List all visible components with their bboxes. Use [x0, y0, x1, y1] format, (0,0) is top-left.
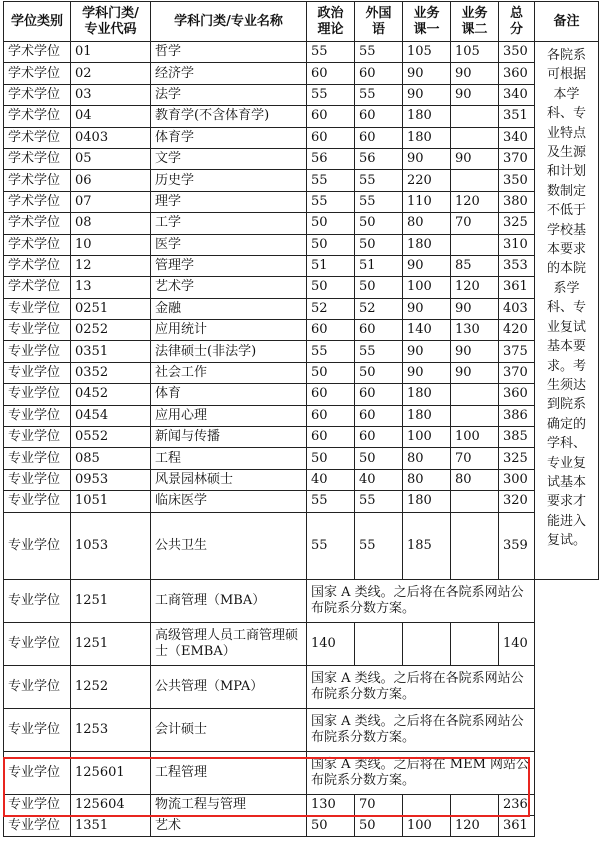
- course-one-score-cell: 105: [403, 42, 451, 63]
- course-two-score-cell: 90: [451, 298, 499, 319]
- total-score-cell: 380: [499, 191, 535, 212]
- total-score-cell: 340: [499, 127, 535, 148]
- language-score-cell: 50: [355, 234, 403, 255]
- table-row: [4, 298, 599, 319]
- col-header-code: 学科门类/ 专业代码: [71, 2, 151, 42]
- language-score-cell: 52: [355, 298, 403, 319]
- name-cell: 文学: [151, 148, 307, 169]
- total-score-cell: 310: [499, 234, 535, 255]
- total-score-cell: 320: [499, 491, 535, 512]
- table-row: [4, 148, 599, 169]
- name-cell: 新闻与传播: [151, 427, 307, 448]
- col-header-notes: 备注: [535, 2, 599, 42]
- name-cell: 体育: [151, 384, 307, 405]
- degree-type-cell: 专业学位: [4, 341, 71, 362]
- politics-score-cell: 60: [307, 405, 355, 426]
- table-row: [4, 405, 599, 426]
- table-row: [4, 815, 599, 836]
- course-two-score-cell: [451, 127, 499, 148]
- politics-score-cell: 50: [307, 234, 355, 255]
- note-line: 科、专: [546, 106, 586, 122]
- degree-type-cell: 专业学位: [4, 512, 71, 579]
- course-two-score-cell: 80: [451, 469, 499, 490]
- language-score-cell: 60: [355, 405, 403, 426]
- politics-score-cell: 130: [307, 794, 355, 815]
- degree-type-cell: 专业学位: [4, 298, 71, 319]
- course-one-score-cell: 185: [403, 512, 451, 579]
- course-two-score-cell: 90: [451, 341, 499, 362]
- course-one-score-cell: 90: [403, 63, 451, 84]
- table-row: [4, 708, 599, 751]
- name-cell: 社会工作: [151, 362, 307, 383]
- col-header-degree-type: 学位类别: [4, 2, 71, 42]
- notes-cell: [535, 42, 599, 580]
- language-score-cell: 50: [355, 362, 403, 383]
- politics-score-cell: 55: [307, 341, 355, 362]
- degree-type-cell: 专业学位: [4, 427, 71, 448]
- degree-type-cell: 专业学位: [4, 708, 71, 751]
- course-one-score-cell: [403, 622, 451, 665]
- course-two-score-cell: 70: [451, 213, 499, 234]
- degree-type-cell: 专业学位: [4, 384, 71, 405]
- course-one-score-cell: 90: [403, 255, 451, 276]
- language-score-cell: 56: [355, 148, 403, 169]
- merged-note-cell: 国家 A 类线。之后将在各院系网站公布院系分数方案。: [307, 665, 535, 708]
- course-one-score-cell: 90: [403, 84, 451, 105]
- degree-type-cell: 学术学位: [4, 213, 71, 234]
- degree-type-cell: 学术学位: [4, 42, 71, 63]
- total-score-cell: 325: [499, 448, 535, 469]
- code-cell: 0454: [71, 405, 151, 426]
- total-score-cell: 353: [499, 255, 535, 276]
- degree-type-cell: 学术学位: [4, 106, 71, 127]
- name-cell: 历史学: [151, 170, 307, 191]
- col-header-course-two: 业务 课二: [451, 2, 499, 42]
- note-line: 业特点: [546, 125, 586, 141]
- col-header-total: 总 分: [499, 2, 535, 42]
- language-score-cell: 55: [355, 341, 403, 362]
- table-row: [4, 277, 599, 298]
- note-line: 生须达: [546, 377, 586, 393]
- politics-score-cell: 60: [307, 106, 355, 127]
- language-score-cell: 51: [355, 255, 403, 276]
- total-score-cell: 370: [499, 362, 535, 383]
- total-score-cell: 420: [499, 320, 535, 341]
- degree-type-cell: 专业学位: [4, 448, 71, 469]
- note-line: 业复试: [546, 319, 586, 335]
- code-cell: 1251: [71, 579, 151, 622]
- note-line: 不低于: [546, 203, 586, 219]
- language-score-cell: 70: [355, 794, 403, 815]
- total-score-cell: 361: [499, 277, 535, 298]
- name-cell: 工学: [151, 213, 307, 234]
- note-line: 复试。: [546, 533, 586, 549]
- note-line: 可根据: [546, 67, 586, 83]
- name-cell: 物流工程与管理: [151, 794, 307, 815]
- course-two-score-cell: 130: [451, 320, 499, 341]
- language-score-cell: 60: [355, 127, 403, 148]
- name-cell: 公共卫生: [151, 512, 307, 579]
- course-two-score-cell: 90: [451, 362, 499, 383]
- name-cell: 工程: [151, 448, 307, 469]
- table-row: [4, 469, 599, 490]
- table-row: [4, 665, 599, 708]
- course-one-score-cell: 180: [403, 405, 451, 426]
- merged-note-cell: 国家 A 类线。之后将在 MEM 网站公布院系分数方案。: [307, 751, 535, 794]
- course-one-score-cell: 180: [403, 127, 451, 148]
- politics-score-cell: 50: [307, 213, 355, 234]
- code-cell: 1051: [71, 491, 151, 512]
- name-cell: 体育学: [151, 127, 307, 148]
- course-one-score-cell: 90: [403, 148, 451, 169]
- language-score-cell: 50: [355, 213, 403, 234]
- table-row: [4, 491, 599, 512]
- note-line: 学校基: [546, 222, 586, 238]
- name-cell: 哲学: [151, 42, 307, 63]
- col-header-course-one: 业务 课一: [403, 2, 451, 42]
- politics-score-cell: 60: [307, 320, 355, 341]
- note-line: 系学: [553, 280, 580, 296]
- degree-type-cell: 学术学位: [4, 63, 71, 84]
- code-cell: 01: [71, 42, 151, 63]
- code-cell: 05: [71, 148, 151, 169]
- code-cell: 10: [71, 234, 151, 255]
- course-two-score-cell: 120: [451, 815, 499, 836]
- course-one-score-cell: 180: [403, 491, 451, 512]
- name-cell: 工程管理: [151, 751, 307, 794]
- course-two-score-cell: [451, 234, 499, 255]
- total-score-cell: 385: [499, 427, 535, 448]
- name-cell: 艺术学: [151, 277, 307, 298]
- code-cell: 02: [71, 63, 151, 84]
- total-score-cell: 360: [499, 384, 535, 405]
- note-line: 数制定: [546, 183, 586, 199]
- language-score-cell: 50: [355, 277, 403, 298]
- col-header-politics: 政治 理论: [307, 2, 355, 42]
- table-row: [4, 320, 599, 341]
- table-row: [4, 579, 599, 622]
- course-one-score-cell: 180: [403, 106, 451, 127]
- total-score-cell: 350: [499, 42, 535, 63]
- course-two-score-cell: [451, 170, 499, 191]
- note-line: 和计划: [546, 164, 586, 180]
- note-line: 科、专: [546, 300, 586, 316]
- table-row: [4, 794, 599, 815]
- name-cell: 临床医学: [151, 491, 307, 512]
- code-cell: 1252: [71, 665, 151, 708]
- table-row: [4, 63, 599, 84]
- course-two-score-cell: 90: [451, 148, 499, 169]
- language-score-cell: 55: [355, 42, 403, 63]
- table-row: [4, 42, 599, 63]
- degree-type-cell: 学术学位: [4, 84, 71, 105]
- name-cell: 会计硕士: [151, 708, 307, 751]
- table-row: [4, 427, 599, 448]
- total-score-cell: 370: [499, 148, 535, 169]
- note-line: 求。考: [546, 358, 586, 374]
- degree-type-cell: 学术学位: [4, 191, 71, 212]
- politics-score-cell: 50: [307, 277, 355, 298]
- politics-score-cell: 55: [307, 42, 355, 63]
- language-score-cell: 60: [355, 63, 403, 84]
- course-one-score-cell: 110: [403, 191, 451, 212]
- note-line: 基本要: [546, 339, 586, 355]
- course-two-score-cell: [451, 512, 499, 579]
- name-cell: 风景园林硕士: [151, 469, 307, 490]
- code-cell: 13: [71, 277, 151, 298]
- degree-type-cell: 专业学位: [4, 320, 71, 341]
- course-two-score-cell: 120: [451, 277, 499, 298]
- degree-type-cell: 学术学位: [4, 148, 71, 169]
- course-two-score-cell: 85: [451, 255, 499, 276]
- table-row: [4, 106, 599, 127]
- language-score-cell: 50: [355, 448, 403, 469]
- course-two-score-cell: [451, 384, 499, 405]
- course-two-score-cell: 70: [451, 448, 499, 469]
- note-line: 专业复: [546, 455, 586, 471]
- note-line: 各院系: [546, 48, 586, 63]
- language-score-cell: [355, 622, 403, 665]
- score-table: [3, 1, 599, 837]
- course-one-score-cell: 80: [403, 469, 451, 490]
- course-two-score-cell: 105: [451, 42, 499, 63]
- course-two-score-cell: [451, 622, 499, 665]
- notes-empty-cell: [535, 579, 599, 837]
- name-cell: 理学: [151, 191, 307, 212]
- politics-score-cell: 56: [307, 148, 355, 169]
- language-score-cell: 60: [355, 320, 403, 341]
- politics-score-cell: 60: [307, 384, 355, 405]
- table-row: [4, 84, 599, 105]
- note-line: 本要求: [546, 242, 586, 258]
- table-row: [4, 191, 599, 212]
- politics-score-cell: 55: [307, 170, 355, 191]
- code-cell: 12: [71, 255, 151, 276]
- note-line: 确定的: [546, 416, 586, 432]
- course-one-score-cell: 220: [403, 170, 451, 191]
- degree-type-cell: 学术学位: [4, 170, 71, 191]
- course-two-score-cell: 90: [451, 63, 499, 84]
- code-cell: 07: [71, 191, 151, 212]
- name-cell: 工商管理（MBA）: [151, 579, 307, 622]
- language-score-cell: 60: [355, 384, 403, 405]
- degree-type-cell: 专业学位: [4, 491, 71, 512]
- politics-score-cell: 52: [307, 298, 355, 319]
- degree-type-cell: 学术学位: [4, 277, 71, 298]
- degree-type-cell: 专业学位: [4, 579, 71, 622]
- degree-type-cell: 专业学位: [4, 794, 71, 815]
- degree-type-cell: 专业学位: [4, 362, 71, 383]
- course-one-score-cell: 80: [403, 448, 451, 469]
- table-row: [4, 341, 599, 362]
- politics-score-cell: 55: [307, 491, 355, 512]
- code-cell: 04: [71, 106, 151, 127]
- name-cell: 金融: [151, 298, 307, 319]
- code-cell: 08: [71, 213, 151, 234]
- name-cell: 经济学: [151, 63, 307, 84]
- total-score-cell: 236: [499, 794, 535, 815]
- note-line: 的本院: [546, 261, 586, 277]
- total-score-cell: 300: [499, 469, 535, 490]
- total-score-cell: 386: [499, 405, 535, 426]
- code-cell: 0352: [71, 362, 151, 383]
- name-cell: 公共管理（MPA）: [151, 665, 307, 708]
- language-score-cell: 60: [355, 427, 403, 448]
- total-score-cell: 340: [499, 84, 535, 105]
- total-score-cell: 350: [499, 170, 535, 191]
- course-two-score-cell: [451, 106, 499, 127]
- degree-type-cell: 专业学位: [4, 622, 71, 665]
- language-score-cell: 50: [355, 815, 403, 836]
- name-cell: 法律硕士(非法学): [151, 341, 307, 362]
- degree-type-cell: 专业学位: [4, 469, 71, 490]
- course-one-score-cell: 100: [403, 427, 451, 448]
- table-row: [4, 213, 599, 234]
- code-cell: 0552: [71, 427, 151, 448]
- table-row: [4, 512, 599, 579]
- politics-score-cell: 40: [307, 469, 355, 490]
- name-cell: 法学: [151, 84, 307, 105]
- merged-note-cell: 国家 A 类线。之后将在各院系网站公布院系分数方案。: [307, 579, 535, 622]
- politics-score-cell: 50: [307, 448, 355, 469]
- total-score-cell: 351: [499, 106, 535, 127]
- course-one-score-cell: 100: [403, 277, 451, 298]
- course-one-score-cell: 90: [403, 362, 451, 383]
- header-row: [4, 2, 599, 42]
- course-one-score-cell: 90: [403, 341, 451, 362]
- code-cell: 125604: [71, 794, 151, 815]
- politics-score-cell: 60: [307, 63, 355, 84]
- course-two-score-cell: 100: [451, 427, 499, 448]
- name-cell: 教育学(不含体育学): [151, 106, 307, 127]
- note-line: 到院系: [546, 397, 586, 413]
- language-score-cell: 55: [355, 491, 403, 512]
- code-cell: 1053: [71, 512, 151, 579]
- course-two-score-cell: [451, 405, 499, 426]
- degree-type-cell: 专业学位: [4, 815, 71, 836]
- code-cell: 0351: [71, 341, 151, 362]
- name-cell: 应用统计: [151, 320, 307, 341]
- degree-type-cell: 专业学位: [4, 665, 71, 708]
- course-two-score-cell: [451, 491, 499, 512]
- total-score-cell: 359: [499, 512, 535, 579]
- language-score-cell: 55: [355, 170, 403, 191]
- code-cell: 085: [71, 448, 151, 469]
- politics-score-cell: 60: [307, 127, 355, 148]
- total-score-cell: 375: [499, 341, 535, 362]
- table-row: [4, 170, 599, 191]
- name-cell: 应用心理: [151, 405, 307, 426]
- politics-score-cell: 50: [307, 362, 355, 383]
- total-score-cell: 140: [499, 622, 535, 665]
- course-one-score-cell: 140: [403, 320, 451, 341]
- name-cell: 艺术: [151, 815, 307, 836]
- language-score-cell: 55: [355, 84, 403, 105]
- code-cell: 0251: [71, 298, 151, 319]
- course-two-score-cell: 90: [451, 84, 499, 105]
- name-cell: 高级管理人员工商管理硕士（EMBA）: [151, 622, 307, 665]
- table-row: [4, 255, 599, 276]
- language-score-cell: 40: [355, 469, 403, 490]
- politics-score-cell: 60: [307, 427, 355, 448]
- table-row: [4, 362, 599, 383]
- degree-type-cell: 学术学位: [4, 255, 71, 276]
- name-cell: 管理学: [151, 255, 307, 276]
- politics-score-cell: 55: [307, 512, 355, 579]
- politics-score-cell: 140: [307, 622, 355, 665]
- course-two-score-cell: 120: [451, 191, 499, 212]
- code-cell: 0452: [71, 384, 151, 405]
- course-two-score-cell: [451, 794, 499, 815]
- code-cell: 06: [71, 170, 151, 191]
- col-header-language: 外国 语: [355, 2, 403, 42]
- politics-score-cell: 51: [307, 255, 355, 276]
- note-line: 学科、: [546, 436, 586, 452]
- language-score-cell: 60: [355, 106, 403, 127]
- table-row: [4, 127, 599, 148]
- degree-type-cell: 专业学位: [4, 405, 71, 426]
- language-score-cell: 55: [355, 512, 403, 579]
- table-row: [4, 751, 599, 794]
- total-score-cell: 361: [499, 815, 535, 836]
- code-cell: 125601: [71, 751, 151, 794]
- code-cell: 0252: [71, 320, 151, 341]
- course-one-score-cell: [403, 794, 451, 815]
- code-cell: 1351: [71, 815, 151, 836]
- politics-score-cell: 55: [307, 191, 355, 212]
- name-cell: 医学: [151, 234, 307, 255]
- col-header-name: 学科门类/专业名称: [151, 2, 307, 42]
- total-score-cell: 360: [499, 63, 535, 84]
- politics-score-cell: 50: [307, 815, 355, 836]
- merged-note-cell: 国家 A 类线。之后将在各院系网站公布院系分数方案。: [307, 708, 535, 751]
- table-row: [4, 448, 599, 469]
- course-one-score-cell: 90: [403, 298, 451, 319]
- note-line: 要求才: [546, 494, 586, 510]
- course-one-score-cell: 80: [403, 213, 451, 234]
- code-cell: 0403: [71, 127, 151, 148]
- total-score-cell: 325: [499, 213, 535, 234]
- course-one-score-cell: 180: [403, 234, 451, 255]
- degree-type-cell: 学术学位: [4, 234, 71, 255]
- code-cell: 03: [71, 84, 151, 105]
- code-cell: 1253: [71, 708, 151, 751]
- table-row: [4, 622, 599, 665]
- course-one-score-cell: 180: [403, 384, 451, 405]
- note-line: 及生源: [546, 145, 586, 161]
- note-line: 本学: [553, 86, 580, 102]
- code-cell: 1251: [71, 622, 151, 665]
- table-row: [4, 234, 599, 255]
- table-row: [4, 384, 599, 405]
- politics-score-cell: 55: [307, 84, 355, 105]
- course-one-score-cell: 100: [403, 815, 451, 836]
- code-cell: 0953: [71, 469, 151, 490]
- language-score-cell: 55: [355, 191, 403, 212]
- degree-type-cell: 专业学位: [4, 751, 71, 794]
- total-score-cell: 403: [499, 298, 535, 319]
- degree-type-cell: 学术学位: [4, 127, 71, 148]
- note-line: 试基本: [546, 474, 586, 490]
- note-line: 能进入: [546, 513, 586, 529]
